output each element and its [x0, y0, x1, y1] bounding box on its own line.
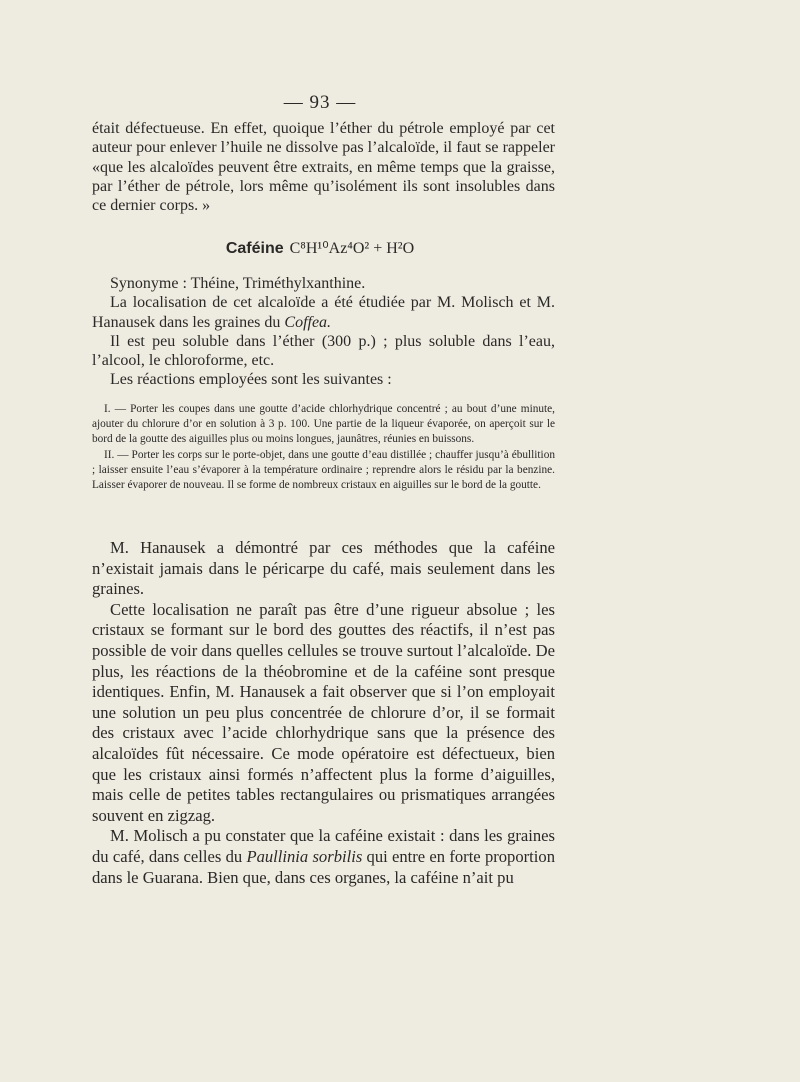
note-one: I. — Porter les coupes dans une goutte d’acide chlorhydrique concentré ; au bout d’une minute, ajouter du chlorure d’or en solution à 3 p. 100. Une partie de la liqueur évaporée, on aperçoit sur le bord de la goutte des aiguilles plus ou moins longues, jaunâtres, réunies en buissons.	[92, 403, 555, 446]
critique-paragraph: Cette localisation ne paraît pas être d’une rigueur absolue ; les cristaux se formant sur le bord des gouttes des réactifs, il n’est pas possible de voir dans quelles cellules se trouve surtout l’alcaloïde. De plus, les réactions de la théobromine et de la caféine sont presque identiques. Enfin, M. Hanausek a fait observer que si l’on employait une solution un peu plus concentrée de chlorure d’or, il se formait des cristaux avec l’acide chlorhydrique sans que la présence des alcaloïdes fût nécessaire. Ce mode opératoire est défectueux, bien que les cristaux ainsi formés n’affectent plus la forme d’aiguilles, mais celle de petites tables rectangulaires ou prismatiques arrangées souvent en zigzag.	[92, 599, 555, 825]
paullinia-italic: Paullinia sorbilis	[246, 846, 363, 866]
intro-text: était défectueuse. En effet, quoique l’éther du pétrole employé par cet auteur pour enlever l’huile ne dissolve pas l’alcaloïde, il faut se rappeler «que les alcaloïdes peuvent être extraits, en même temps que la graisse, par l’éther de pétrole, lors même qu’isolément ils sont insolubles dans ce dernier corps. »	[92, 120, 555, 215]
solubility-paragraph: Il est peu soluble dans l’éther (300 p.) ; plus soluble dans l’eau, l’alcool, le chloroforme, etc.	[92, 332, 555, 370]
molisch-paragraph	[92, 826, 555, 888]
localisation-text: La localisation de cet alcaloïde a été étudiée par M. Molisch et M. Hanausek dans les graines du	[92, 294, 555, 331]
reaction-notes	[92, 402, 555, 493]
molisch-text-end: qui entre en forte proportion dans le Guarana. Bien que, dans ces organes, la caféine n’ait pu	[92, 846, 555, 887]
section-heading	[0, 238, 640, 258]
reactions-intro: Les réactions employées sont les suivantes :	[110, 371, 392, 389]
molisch-text-start: M. Molisch a pu constater que la caféine existait : dans les graines du café, dans celles du	[92, 826, 555, 866]
discussion-block	[92, 538, 555, 888]
intro-paragraph	[92, 119, 555, 215]
section-title: Caféine	[225, 240, 284, 257]
section-formula: C⁸H¹⁰Az⁴O² + H²O	[289, 240, 415, 257]
page-number: — 93 —	[283, 92, 357, 113]
localisation-paragraph	[92, 293, 555, 332]
synonym-block	[92, 274, 555, 390]
coffea-italic: Coffea.	[284, 313, 332, 331]
synonym-paragraph: Synonyme : Théine, Triméthylxanthine.	[110, 275, 366, 292]
hanausek-paragraph: M. Hanausek a démontré par ces méthodes que la caféine n’existait jamais dans le péricarpe du café, mais seulement dans les graines.	[92, 538, 555, 599]
note-two: II. — Porter les corps sur le porte-objet, dans une goutte d’eau distillée ; chauffer jusqu’à ébullition ; laisser ensuite l’eau s’évaporer à la température ordinaire ; reprendre alors le résidu par la benzine. Laisser évaporer de nouveau. Il se forme de nombreux cristaux en aiguilles sur le bord de la goutte.	[92, 448, 555, 492]
